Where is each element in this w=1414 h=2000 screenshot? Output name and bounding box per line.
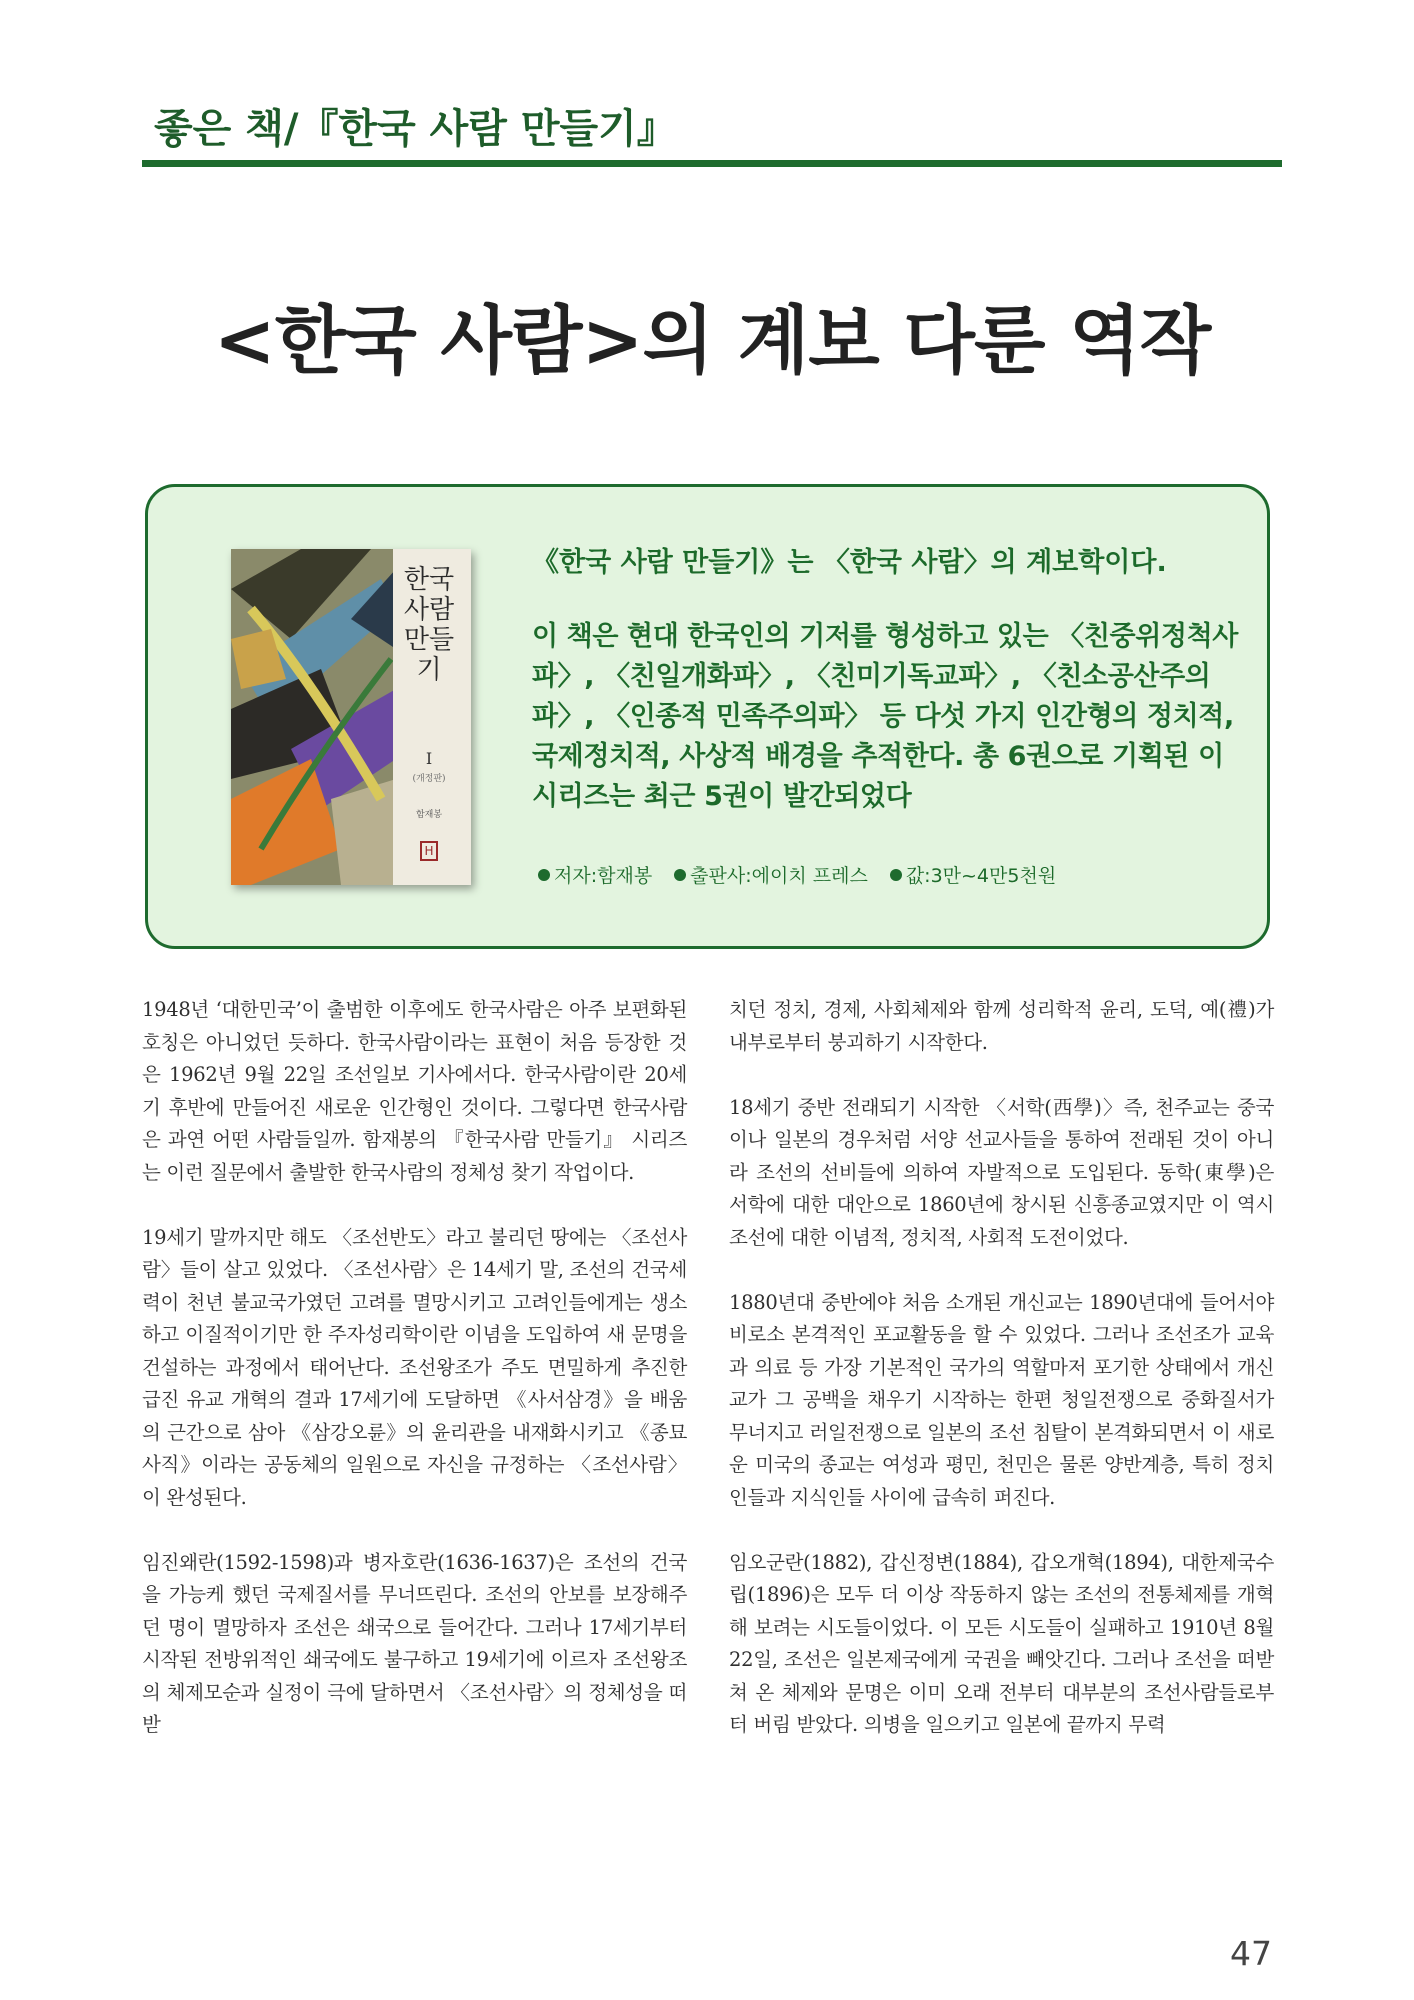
meta-price (890, 861, 1056, 888)
bullet-icon (538, 869, 550, 881)
article-paragraph: 1880년대 중반에야 처음 소개된 개신교는 1890년대에 들어서야 비로소 본격적인 포교활동을 할 수 있었다. 그러나 조선조가 교육과 의료 등 가장 기본적인 국가의 역할마저 포기한 상태에서 개신교가 그 공백을 채우기 시작하는 한편 청일전쟁으로 중화질서가 무너지고 러일전쟁으로 일본의 조선 침탈이 본격화되면서 이 새로운 미국의 종교는 여성과 평민, 천민은 물론 양반계층, 특히 정치인들과 지식인들 사이에 급속히 퍼진다. (729, 1290, 1274, 1509)
publisher-logo-icon: H (420, 841, 438, 861)
article-headline: <한국 사람>의 계보 다룬 역작 (213, 298, 1211, 384)
bullet-icon (890, 869, 902, 881)
bullet-icon (674, 869, 686, 881)
book-blurb (532, 545, 1252, 817)
article-paragraph: 1948년 ‘대한민국’이 출범한 이후에도 한국사람은 아주 보편화된 호칭은 아니었던 듯하다. 한국사람이라는 표현이 처음 등장한 것은 1962년 9월 22일 조선일보 기사에서다. 한국사람이란 20세기 후반에 만들어진 새로운 인간형인 것이다. 그렇다면 한국사람은 과연 어떤 사람들일까. 함재봉의 『한국사람 만들기』 시리즈는 이런 질문에서 출발한 한국사람의 정체성 찾기 작업이다. (142, 998, 687, 1184)
cover-title: 한국 사람 만들기 (403, 565, 455, 685)
article-paragraph: 18세기 중반 전래되기 시작한 〈서학(西學)〉즉, 천주교는 중국이나 일본의 경우처럼 서양 선교사들을 통하여 전래된 것이 아니라 조선의 선비들에 의하여 자발적으로 도입된다. 동학(東學)은 서학에 대한 대안으로 1860년에 창시된 신흥종교였지만 이 역시 조선에 대한 이념적, 정치적, 사회적 도전이었다. (729, 1095, 1274, 1249)
book-cover-image (231, 549, 471, 885)
meta-publisher-text: 출판사:에이치 프레스 (690, 865, 868, 887)
cover-author: 함재봉 (415, 810, 443, 820)
meta-price-text: 값:3만~4만5천원 (905, 865, 1057, 887)
book-meta (538, 861, 1056, 888)
article-paragraph: 19세기 말까지만 해도 〈조선반도〉라고 불리던 땅에는 〈조선사람〉들이 살고 있었다. 〈조선사람〉은 14세기 말, 조선의 건국세력이 천년 불교국가였던 고려를 멸망시키고 고려인들에게는 생소하고 이질적이기만 한 주자성리학이란 이념을 도입하여 새 문명을 건설하는 과정에서 태어난다. 조선왕조가 주도 면밀하게 추진한 급진 유교 개혁의 결과 17세기에 도달하면 《사서삼경》을 배움의 근간으로 삼아 《삼강오륜》의 윤리관을 내재화시키고 《종묘사직》이라는 공동체의 일원으로 자신을 규정하는 〈조선사람〉이 완성된다. (142, 1225, 687, 1509)
section-header (142, 92, 1282, 167)
article-paragraph: 임진왜란(1592-1598)과 병자호란(1636-1637)은 조선의 건국을 가능케 했던 국제질서를 무너뜨린다. 조선의 안보를 보장해주던 명이 멸망하자 조선은 쇄국으로 들어간다. 그러나 17세기부터 시작된 전방위적인 쇄국에도 불구하고 19세기에 이르자 조선왕조의 체제모순과 실정이 극에 달하면서 〈조선사람〉의 정체성을 떠받 (142, 1550, 687, 1736)
meta-author (538, 861, 652, 888)
article-paragraph: 임오군란(1882), 갑신정변(1884), 갑오개혁(1894), 대한제국수립(1896)은 모두 더 이상 작동하지 않는 조선의 전통체제를 개혁해 보려는 시도들이었다. 이 모든 시도들이 실패하고 1910년 8월 22일, 조선은 일본제국에게 국권을 빼앗긴다. 그러나 조선을 떠받쳐 온 체제와 문명은 이미 오래 전부터 대부분의 조선사람들로부터 버림 받았다. 의병을 일으키고 일본에 끝까지 무력 (729, 1550, 1274, 1736)
cover-volume: I (425, 749, 433, 768)
book-summary-box (145, 484, 1270, 949)
blurb-body: 이 책은 현대 한국인의 기저를 형성하고 있는 〈친중위정척사파〉, 〈친일개화파〉, 〈친미기독교파〉, 〈친소공산주의파〉, 〈인종적 민족주의파〉 등 다섯 가지 인간형의 정치적, 국제정치적, 사상적 배경을 추적한다. 총 6권으로 기획된 이 시리즈는 최근 5권이 발간되었다 (532, 621, 1238, 812)
page-number: 47 (1230, 1934, 1272, 1973)
article-column-right (729, 994, 1274, 1774)
meta-publisher (674, 861, 868, 888)
meta-author-text: 저자:함재봉 (554, 865, 653, 887)
article-paragraph: 치던 정치, 경제, 사회체제와 함께 성리학적 윤리, 도덕, 예(禮)가 내부로부터 붕괴하기 시작한다. (729, 998, 1274, 1054)
cover-subtitle: (개정판) (412, 774, 446, 784)
article-column-left (142, 994, 687, 1774)
section-header-label: 좋은 책/『한국 사람 만들기』 (154, 106, 677, 152)
blurb-lead: 《한국 사람 만들기》는 〈한국 사람〉의 계보학이다. (532, 547, 1167, 578)
